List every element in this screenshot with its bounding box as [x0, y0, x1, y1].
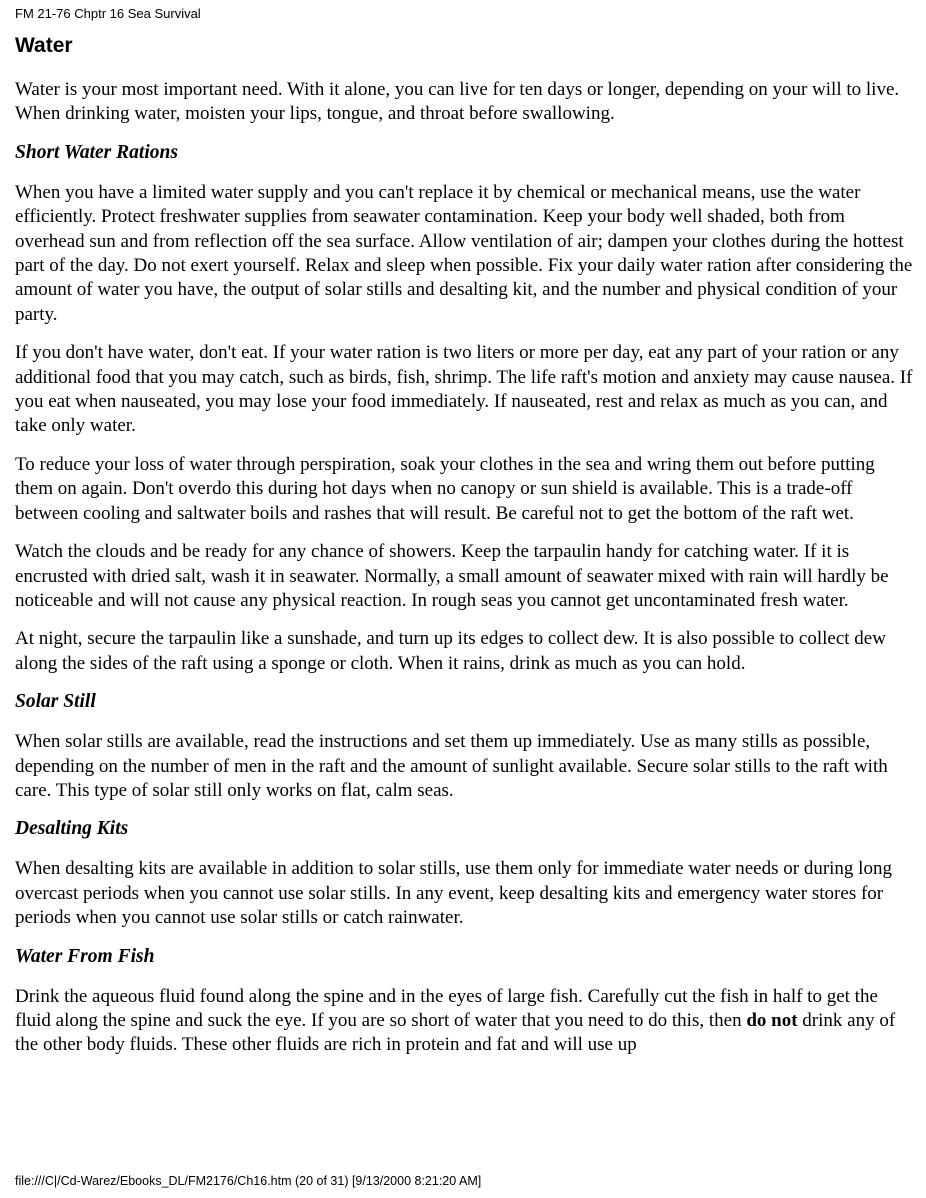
- footer-file-path: file:///C|/Cd-Warez/Ebooks_DL/FM2176/Ch16.htm (20 of 31) [9/13/2000 8:21:20 AM]: [15, 1174, 482, 1188]
- fish-text-after: drink any of the other body fluids. These other fluids are rich in protein and fat and will use up: [15, 1009, 896, 1056]
- desalting-kits-paragraph: When desalting kits are available in addition to solar stills, use them only for immediate water needs or during long overcast periods when you cannot use solar stills. In any event, keep desalting kits and emergency water stores for periods when you cannot use solar stills or catch rainwater.: [15, 858, 892, 929]
- short-rations-paragraph-2: If you don't have water, don't eat. If your water ration is two liters or more per day, eat any part of your ration or any additional food that you may catch, such as birds, fish, shrimp. The life raft's motion and anxiety may cause nausea. If you eat when nauseated, you may lose your food immediately. If nauseated, rest and relax as much as you can, and take only water.: [15, 342, 913, 437]
- short-rations-paragraph-3: To reduce your loss of water through perspiration, soak your clothes in the sea and wring them out before putting them on again. Don't overdo this during hot days when no canopy or sun shield is available. This is a trade-off between cooling and saltwater boils and rashes that will result. Be careful not to get the bottom of the raft wet.: [15, 453, 875, 524]
- water-from-fish-paragraph: [15, 985, 915, 1058]
- short-rations-paragraph-5: At night, secure the tarpaulin like a sunshade, and turn up its edges to collect dew. It is also possible to collect dew along the sides of the raft using a sponge or cloth. When it rains, drink as much as you can hold.: [15, 628, 886, 674]
- short-rations-paragraph-4: Watch the clouds and be ready for any chance of showers. Keep the tarpaulin handy for catching water. If it is encrusted with dried salt, wash it in seawater. Normally, a small amount of seawater mixed with rain will hardly be noticeable and will not cause any physical reaction. In rough seas you cannot get uncontaminated fresh water.: [15, 541, 889, 611]
- intro-paragraph: Water is your most important need. With it alone, you can live for ten days or longer, depending on your will to live. When drinking water, moisten your lips, tongue, and throat before swallowing.: [15, 79, 900, 125]
- fish-emphasis: do not: [746, 1009, 798, 1031]
- running-head: FM 21-76 Chptr 16 Sea Survival: [15, 6, 201, 21]
- subhead-short-water-rations: Short Water Rations: [15, 141, 178, 163]
- subhead-solar-still: Solar Still: [15, 691, 96, 713]
- solar-still-paragraph: When solar stills are available, read the instructions and set them up immediately. Use as many stills as possible, depending on the number of men in the raft and the amount of sunlight available. Secure solar stills to the raft with care. This type of solar still only works on flat, calm seas.: [15, 731, 888, 801]
- page-title: Water: [15, 34, 73, 57]
- short-rations-paragraph-1: When you have a limited water supply and you can't replace it by chemical or mechanical means, use the water efficiently. Protect freshwater supplies from seawater contamination. Keep your body well shaded, both from overhead sun and from reflection off the sea surface. Allow ventilation of air; dampen your clothes during the hottest part of the day. Do not exert yourself. Relax and sleep when possible. Fix your daily water ration after considering the amount of water you have, the output of solar stills and desalting kit, and the number and physical condition of your party.: [15, 181, 913, 325]
- page-content: [15, 32, 915, 1072]
- fish-text-before: Drink the aqueous fluid found along the spine and in the eyes of large fish. Carefully cut the fish in half to get the fluid along the spine and suck the eye. If you are so short of water that you need to do this, then: [15, 985, 878, 1031]
- subhead-water-from-fish: Water From Fish: [15, 945, 155, 967]
- subhead-desalting-kits: Desalting Kits: [15, 818, 129, 840]
